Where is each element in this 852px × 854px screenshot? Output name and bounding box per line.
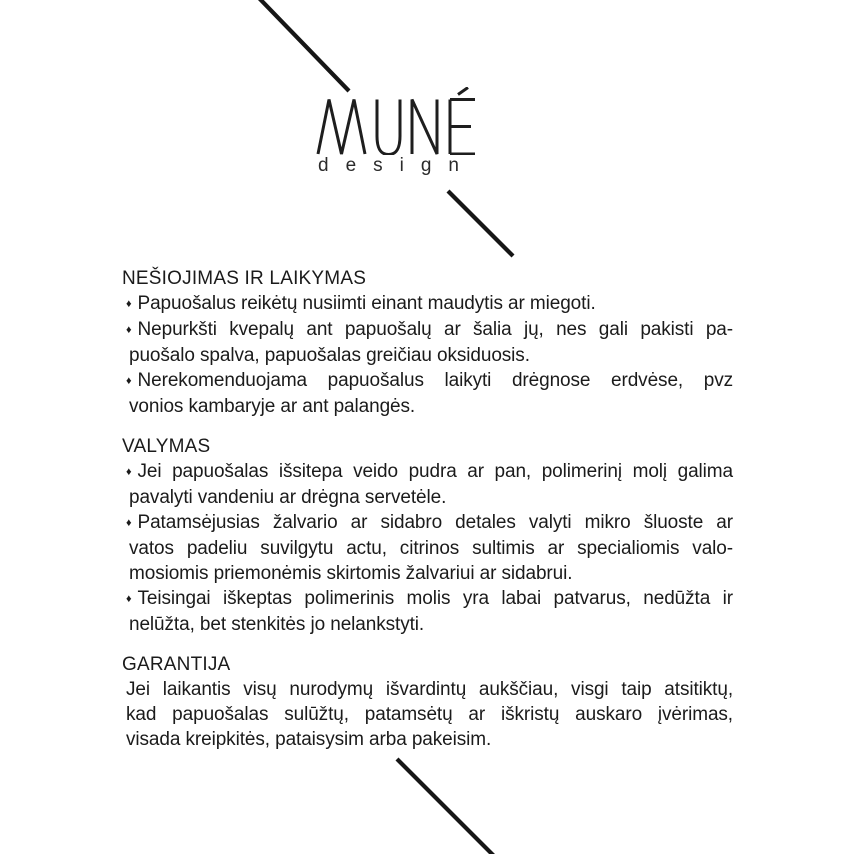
brand-wordmark [316, 87, 478, 155]
text-line: vatos padeliu suvilgytu actu, citrinos sultimis ar specialiomis valo- [129, 538, 733, 559]
diagonal-line-middle [448, 191, 513, 256]
letter-n [412, 100, 437, 155]
text-line-content: Papuošalus reikėtų nusiimti einant maudytis ar miegoti. [137, 293, 596, 314]
bullet-icon: ♦ [126, 517, 132, 529]
section-warranty [122, 652, 733, 752]
text-line [122, 317, 733, 343]
text-line [122, 459, 733, 485]
acute-accent [458, 88, 468, 95]
diagonal-line-top [258, 0, 349, 91]
text-line: mosiomis priemonėmis skirtomis žalvariui ar sidabrui. [129, 563, 573, 584]
section-wearing-storage [122, 266, 733, 419]
list-item [122, 368, 733, 419]
text-line: vonios kambaryje ar ant palangės. [129, 396, 416, 417]
bullet-icon: ♦ [126, 324, 132, 336]
text-line [122, 291, 733, 317]
section-heading: NEŠIOJIMAS IR LAIKYMAS [122, 268, 367, 289]
section-cleaning [122, 434, 733, 637]
text-line-content: Jei papuošalas išsitepa veido pudra ar pan, polimerinį molį galima [137, 461, 733, 482]
brand-subtitle: design [318, 155, 476, 176]
text-line: pavalyti vandeniu ar drėgna servetėle. [129, 487, 447, 508]
letter-m [318, 100, 365, 155]
text-line-content: Patamsėjusias žalvario ar sidabro detales valyti mikro šluoste ar [137, 512, 733, 533]
section-heading: GARANTIJA [122, 654, 231, 675]
care-instructions [122, 266, 733, 752]
text-line: visada kreipkitės, pataisysim arba pakeisim. [126, 729, 492, 750]
text-line-content: Teisingai iškeptas polimerinis molis yra labai patvarus, nedūžta ir [137, 588, 733, 609]
list-item [122, 586, 733, 637]
bullet-icon: ♦ [126, 593, 132, 605]
bullet-icon: ♦ [126, 298, 132, 310]
text-line-content: Nepurkšti kvepalų ant papuošalų ar šalia jų, nes gali pakisti pa- [137, 319, 733, 340]
text-line [122, 368, 733, 394]
letter-e [450, 100, 475, 155]
text-line: kad papuošalas sulūžtų, patamsėtų ar iškristų auskaro įvėrimas, [126, 704, 733, 725]
bullet-icon: ♦ [126, 466, 132, 478]
text-line: Jei laikantis visų nurodymų išvardintų aukščiau, visgi taip atsitiktų, [126, 679, 733, 700]
list-item [122, 291, 733, 317]
text-line [122, 510, 733, 536]
list-item [122, 510, 733, 586]
list-item [122, 459, 733, 510]
list-item [122, 317, 733, 368]
brand-logo [316, 87, 486, 155]
text-line: nelūžta, bet stenkitės jo nelankstyti. [129, 614, 425, 635]
text-line-content: Nerekomenduojama papuošalus laikyti drėgnose erdvėse, pvz [137, 370, 733, 391]
diagonal-line-bottom [397, 759, 500, 854]
text-line [122, 586, 733, 612]
bullet-icon: ♦ [126, 375, 132, 387]
letter-u [377, 100, 400, 155]
text-line: puošalo spalva, papuošalas greičiau oksiduosis. [129, 345, 530, 366]
section-heading: VALYMAS [122, 436, 211, 457]
